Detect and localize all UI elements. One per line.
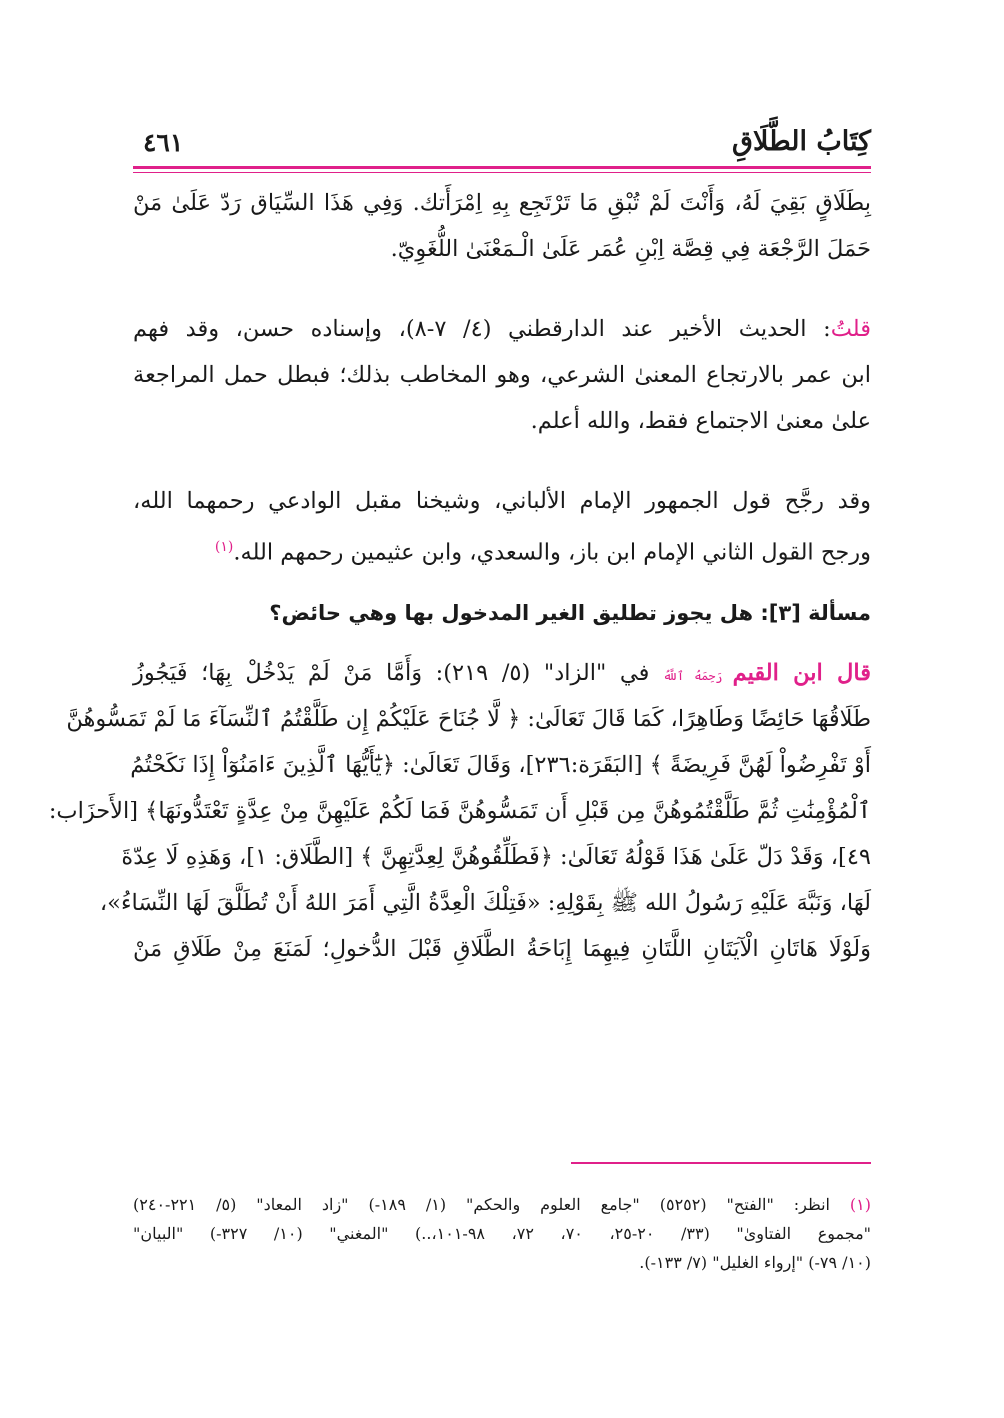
text-line — [133, 524, 871, 570]
question-text: هل يجوز تطليق الغير المدخول بها وهي حائض؟ — [269, 601, 754, 625]
text-line: ٤٩]، وَقَدْ دَلّ عَلَىٰ هَذَا قَوْلُهُ تَعَالَىٰ: ﴿فَطَلِّقُوهُنَّ لِعِدَّتِهِنَّ ﴾ [الطَّلَاق: ١]، وَهَذِهِ لَا عِدّةَ — [121, 844, 871, 870]
text-line — [133, 306, 871, 352]
text-line: ٱلْمُؤْمِنَٰتِ ثُمَّ طَلَّقْتُمُوهُنَّ مِن قَبْلِ أَن تَمَسُّوهُنَّ فَمَا لَكُمْ عَلَيْهِنَّ مِنْ عِدَّةٍ تَعْتَدُّونَهَا﴾ [الأَحزَاب: — [48, 798, 871, 824]
text-span: : الحديث الأخير عند الدارقطني (٤/ ٧-٨)، وإسناده حسن، وقد فهم — [133, 316, 831, 342]
text-span: ورجح القول الثاني الإمام ابن باز، والسعدي، وابن عثيمين رحمهم الله. — [233, 539, 871, 566]
main-text — [48, 180, 871, 972]
text-line: بِطَلَاقٍ بَقِيَ لَهُ، وَأَنْتَ لَمْ تُبْقِ مَا تَرْتَجِع بِهِ اِمْرَأَتك. وَفِي هَذَا السِّيَاق رَدّ عَلَىٰ مَنْ — [133, 190, 871, 216]
footnote-rule — [571, 1162, 871, 1164]
page-header — [133, 126, 871, 160]
footnote-line: "مجموع الفتاوىٰ" (٣٣/ ٢٠-٢٥، ٧٠، ٧٢، ٩٨-١٠١،..) "المغني" (١٠/ ٣٢٧-) "البيان" — [133, 1224, 872, 1243]
text-line — [133, 650, 871, 696]
text-line: أَوْ تَفْرِضُواْ لَهُنَّ فَرِيضَةً ﴾ [البَقَرَة:٢٣٦]، وَقَالَ تَعَالَىٰ: ﴿يَٰٓأَيُّهَا ٱلَّذِينَ ءَامَنُوٓاْ إِذَا نَكَحْتُمُ — [130, 752, 871, 778]
text-line: ابن عمر بالارتجاع المعنىٰ الشرعي، وهو المخاطب بذلك؛ فبطل حمل المراجعة — [133, 362, 871, 388]
qultu-label: قلتُ — [830, 316, 871, 342]
chapter-title: كِتَابُ الطَّلَاقِ — [732, 126, 871, 157]
footnotes — [133, 1190, 871, 1277]
text-span: في "الزاد" (٥/ ٢١٩): وَأَمَّا مَنْ لَمْ يَدْخُلْ بِهَا؛ فَيَجُوزُ — [133, 660, 663, 686]
header-rule-thin — [133, 172, 871, 173]
honorific: رَحِمَهُ ٱللَّهُ — [662, 669, 733, 683]
text-span: انظر: "الفتح" (٥٢٥٢) "جامع العلوم والحكم" (١/ ١٨٩-) "زاد المعاد" (٥/ ٢٢١-٢٤٠) — [133, 1195, 830, 1214]
text-line: حَمَلَ الرَّجْعَة فِي قِصَّة اِبْنِ عُمَر عَلَىٰ الْـمَعْنَىٰ اللُّغَوِيّ. — [390, 236, 871, 262]
text-line: وقد رجَّح قول الجمهور الإمام الألباني، وشيخنا مقبل الوادعي رحمهما الله، — [133, 488, 871, 514]
footnote-number: (١) — [849, 1195, 872, 1214]
text-line: طَلَاقُهَا حَائِضًا وَطَاهِرًا، كَمَا قَالَ تَعَالَىٰ: ﴿ لَّا جُنَاحَ عَلَيْكُمْ إِن طَلَّقْتُمُ ٱلنِّسَآءَ مَا لَمْ تَمَسُّوهُنَّ — [66, 706, 871, 732]
text-line: لَهَا، وَنَبَّهَ عَلَيْهِ رَسُولُ الله ﷺ بِقَوْلِهِ: «فَتِلْكَ الْعِدَّةُ الَّتِي أَمَرَ اللهُ أَنْ تُطَلَّقَ لَهَا النِّسَاءُ»، — [99, 890, 871, 916]
footnote-marker[interactable]: (١) — [214, 539, 234, 555]
footnote-line — [133, 1190, 871, 1219]
question-label: مسألة [٣]: — [760, 601, 871, 625]
text-line: وَلَوْلَا هَاتَانِ الْآيَتَانِ اللَّتَانِ فِيهِمَا إِبَاحَةُ الطَّلَاقِ قَبْلَ الدُّخولِ؛ لَمَنَعَ مِنْ طَلَاقِ مَنْ — [133, 936, 871, 962]
header-rule — [133, 166, 871, 169]
quote-author: قال ابن القيم — [732, 660, 871, 686]
footnote-line: (١٠/ ٧٩-) "إرواء الغليل" (٧/ ١٣٣-). — [639, 1253, 871, 1272]
page-number: ٤٦١ — [143, 128, 184, 157]
text-line: علىٰ معنىٰ الاجتماع فقط، والله أعلم. — [530, 408, 871, 434]
question-heading — [133, 590, 871, 636]
